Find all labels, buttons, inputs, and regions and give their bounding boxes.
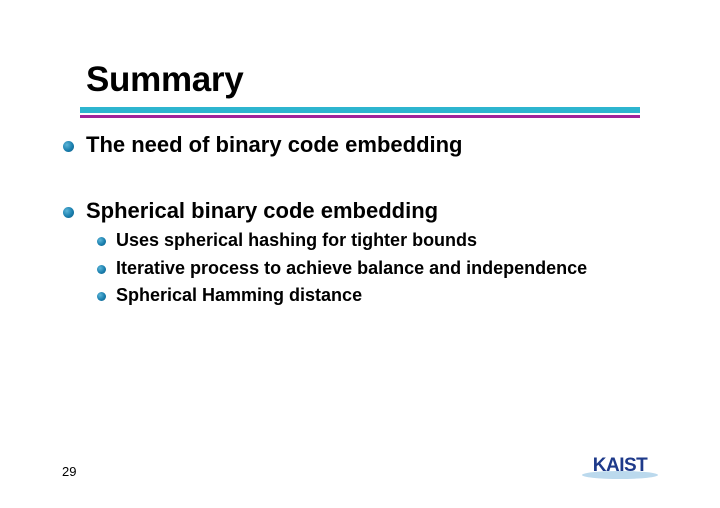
sub-bullet-icon <box>97 292 106 301</box>
title-rule-cyan <box>80 107 640 113</box>
sub-bullet-text: Iterative process to achieve balance and independence <box>116 258 588 278</box>
sub-bullet-icon <box>97 265 106 274</box>
title-rule-purple <box>80 115 640 118</box>
sub-bullet-text: Uses spherical hashing for tighter bounds <box>116 230 478 250</box>
bullet-text: Spherical binary code embedding <box>86 198 439 223</box>
kaist-logo <box>580 450 660 482</box>
sub-bullet-text: Spherical Hamming distance <box>116 285 363 305</box>
sub-bullet-icon <box>97 237 106 246</box>
page-number: 29 <box>62 464 77 479</box>
bullet-icon <box>63 207 74 218</box>
slide-title: Summary <box>86 60 244 99</box>
bullet-text: The need of binary code embedding <box>86 132 463 157</box>
logo-text: KAIST <box>592 455 648 476</box>
bullet-icon <box>63 141 74 152</box>
